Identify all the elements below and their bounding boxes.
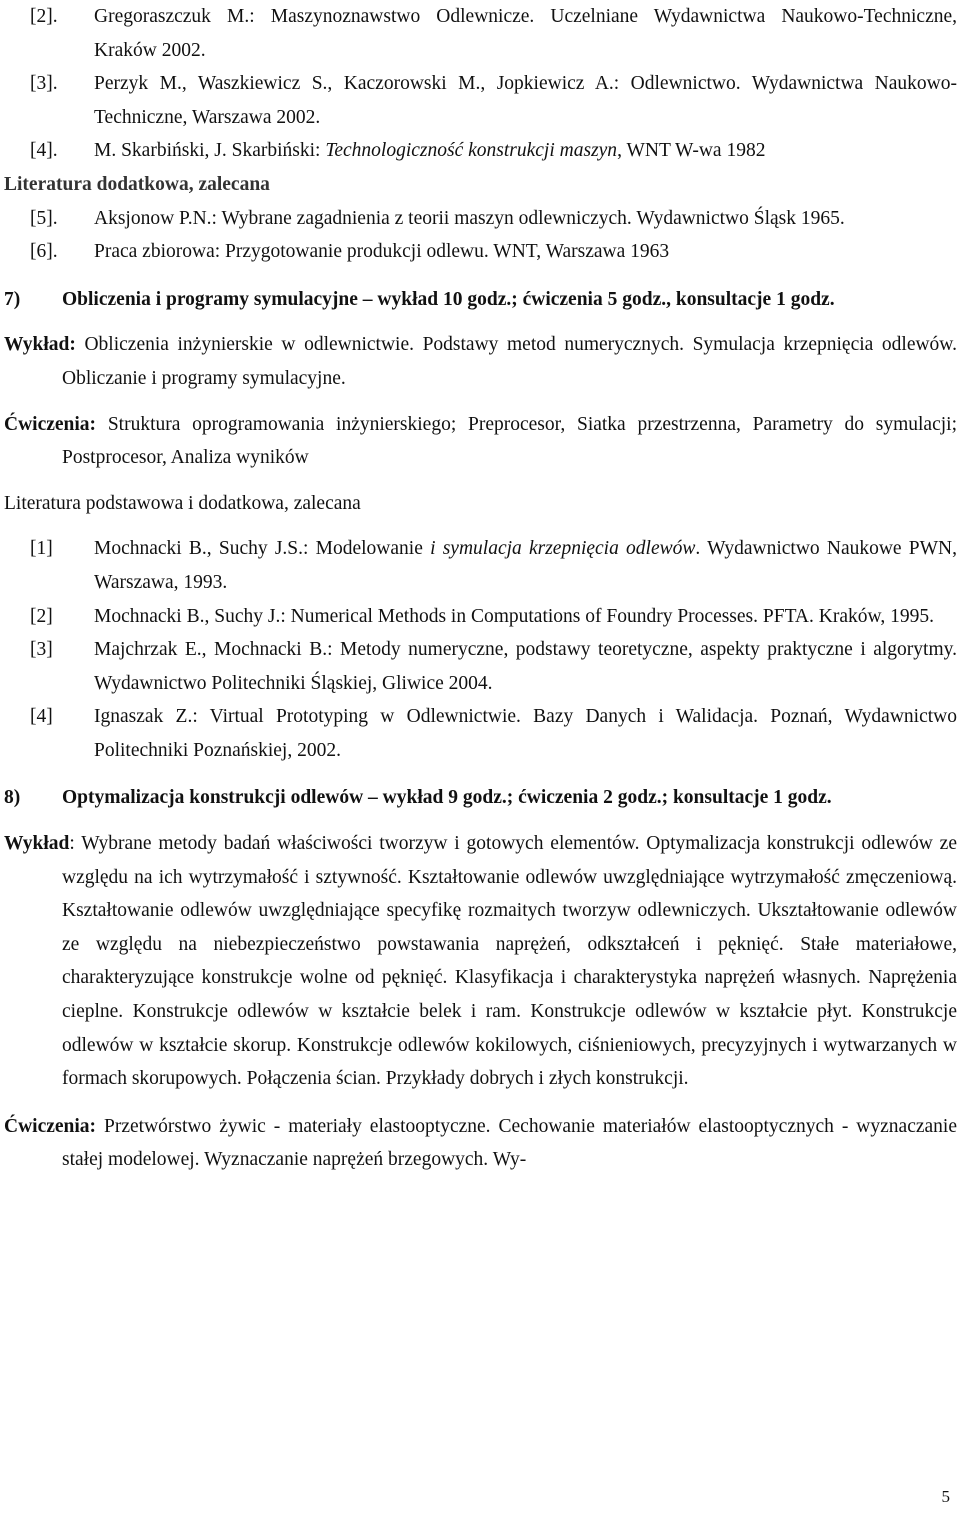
page-number: 5 <box>941 1487 950 1506</box>
reference-title: i symulacja krzepnięcia odlewów <box>430 538 696 560</box>
lecture-label: Wykład <box>4 833 70 855</box>
lecture-paragraph <box>4 328 957 395</box>
reference-number: [4]. <box>30 140 58 162</box>
reference-number: [2] <box>30 605 53 627</box>
exercises-text: Struktura oprogramowania inżynierskiego; Preprocesor, Siatka przestrzenna, Parametry do symulacji; Postprocesor, Analiza wyników <box>62 413 957 469</box>
reference-text: Praca zbiorowa: Przygotowanie produkcji odlewu. WNT, Warszawa 1963 <box>94 241 670 263</box>
section-title: Obliczenia i programy symulacyjne – wykład 10 godz.; ćwiczenia 5 godz., konsultacje 1 godz. <box>62 288 835 310</box>
section-heading <box>4 283 957 317</box>
literature-heading: Literatura dodatkowa, zalecana <box>4 173 270 195</box>
reference-item <box>4 600 957 634</box>
reference-text: Perzyk M., Waszkiewicz S., Kaczorowski M., Jopkiewicz A.: Odlewnictwo. Wydawnictwa Naukowo-Techniczne, Warszawa 2002. <box>94 73 957 128</box>
exercises-paragraph <box>4 408 957 475</box>
reference-number: [3] <box>30 639 53 661</box>
exercises-paragraph <box>4 1110 957 1177</box>
reference-number: [4] <box>30 706 53 728</box>
reference-item <box>4 134 957 168</box>
reference-text-tail: , WNT W-wa 1982 <box>617 140 766 162</box>
reference-text: Mochnacki B., Suchy J.S.: Modelowanie <box>94 538 431 560</box>
reference-text: Gregoraszczuk M.: Maszynoznawstwo Odlewnicze. Uczelniane Wydawnictwa Naukowo-Techniczne, Kraków 2002. <box>94 6 957 61</box>
reference-title: Technologiczność konstrukcji maszyn <box>325 140 618 162</box>
reference-number: [2]. <box>30 6 58 27</box>
reference-text-tail: . Wydawnictwo Naukowe PWN, Warszawa, 1993. <box>94 538 957 593</box>
exercises-text: Przetwórstwo żywic - materiały elastooptyczne. Cechowanie materiałów elastooptycznych - wyznaczanie stałej modelowej. Wyznaczanie naprężeń brzegowych. Wy- <box>62 1115 957 1171</box>
reference-number: [3]. <box>30 73 58 95</box>
reference-item <box>4 532 957 599</box>
lecture-paragraph <box>4 827 957 1096</box>
exercises-label: Ćwiczenia: <box>4 1115 97 1137</box>
section-heading <box>4 781 957 815</box>
exercises-label: Ćwiczenia: <box>4 413 97 435</box>
reference-text: M. Skarbiński, J. Skarbiński: <box>94 140 326 162</box>
lecture-text: : Wybrane metody badań właściwości tworzyw i gotowych elementów. Optymalizacja konstrukcji odlewów ze względu na ich wytrzymałość i sztywność. Kształtowanie odlewów uwzględniające wytrzymałość zmęczeniową. Kształtowanie odlewów uwzględniające specyfikę rozmaitych tworzyw odlewniczych. Ukształtowanie odlewów ze względu na niebezpieczeństwo powstawania naprężeń, odkształceń i pęknięć. Stałe materiałowe, charakteryzujące konstrukcje wolne od pęknięć. Klasyfikacja i charakterystyka naprężeń własnych. Naprężenia cieplne. Konstrukcje odlewów w kształcie belek i ram. Konstrukcje odlewów w kształcie płyt. Konstrukcje odlewów w kształcie skorup. Konstrukcje odlewów kokilowych, ciśnieniowych, precyzyjnych i wytwarzanych w formach skorupowych. Połączenia ścian. Przykłady dobrych i złych konstrukcji. <box>62 833 957 1090</box>
reference-item <box>4 0 957 67</box>
section-number: 7) <box>4 288 21 310</box>
reference-item <box>4 633 957 700</box>
reference-number: [5]. <box>30 207 58 229</box>
lecture-label: Wykład: <box>4 334 76 356</box>
reference-item <box>4 235 957 269</box>
section-number: 8) <box>4 787 21 809</box>
reference-item <box>4 67 957 134</box>
reference-item <box>4 202 957 236</box>
reference-text: Aksjonow P.N.: Wybrane zagadnienia z teorii maszyn odlewniczych. Wydawnictwo Śląsk 1965. <box>94 207 845 229</box>
document-page <box>4 0 957 1177</box>
reference-item <box>4 700 957 767</box>
reference-number: [6]. <box>30 241 58 263</box>
reference-number: [1] <box>30 538 53 560</box>
reference-text: Majchrzak E., Mochnacki B.: Metody numeryczne, podstawy teoretyczne, aspekty praktyczne i algorytmy. Wydawnictwo Politechniki Śląskiej, Gliwice 2004. <box>94 639 957 694</box>
section-title: Optymalizacja konstrukcji odlewów – wykład 9 godz.; ćwiczenia 2 godz.; konsultacje 1 godz. <box>62 787 832 809</box>
literature-heading: Literatura podstawowa i dodatkowa, zalecana <box>4 492 361 514</box>
reference-text: Ignaszak Z.: Virtual Prototyping w Odlewnictwie. Bazy Danych i Walidacja. Poznań, Wydawnictwo Politechniki Poznańskiej, 2002. <box>94 706 957 761</box>
lecture-text: Obliczenia inżynierskie w odlewnictwie. Podstawy metod numerycznych. Symulacja krzepnięcia odlewów. Obliczanie i programy symulacyjne. <box>62 334 957 389</box>
reference-text: Mochnacki B., Suchy J.: Numerical Methods in Computations of Foundry Processes. PFTA. Kraków, 1995. <box>94 605 934 627</box>
